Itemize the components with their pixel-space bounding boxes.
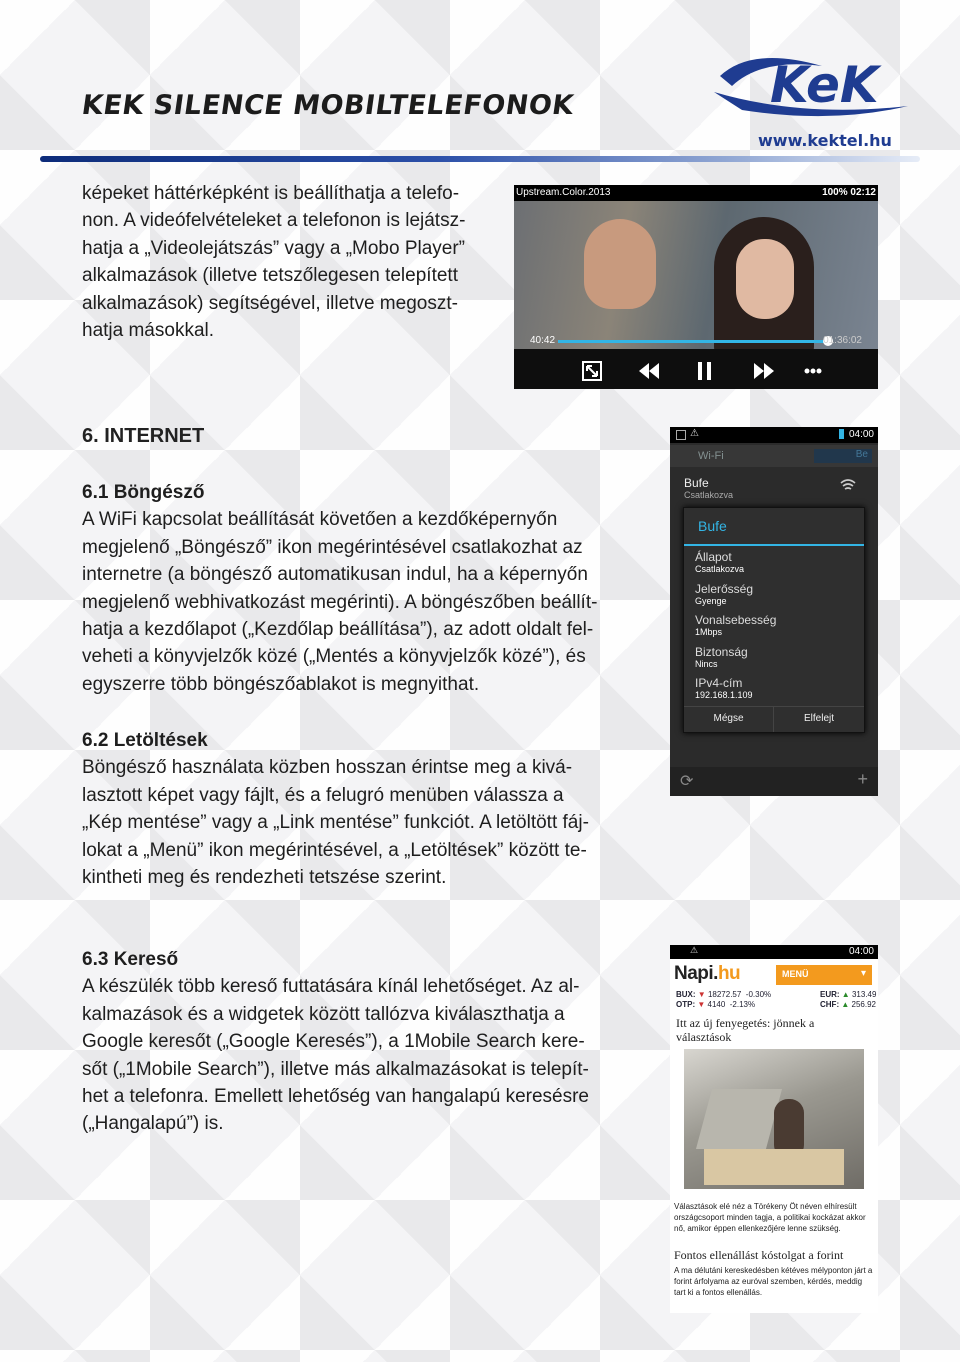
man-face <box>584 219 656 309</box>
page-title: KEK SILENCE MOBILTELEFONOK <box>79 90 576 121</box>
field-value: 192.168.1.109 <box>695 690 753 700</box>
field-label: Vonalsebesség <box>695 613 777 627</box>
text-line: lasztott képet vagy fájlt, és a felugró menüben válassza a <box>82 784 564 806</box>
field-row <box>695 613 776 645</box>
ticker-label: OTP: <box>676 1000 696 1009</box>
seek-progress <box>558 340 828 343</box>
subsection-title: 6.2 Letöltések <box>82 730 208 751</box>
field-label: Jelerősség <box>695 581 754 596</box>
text-line: egyszerre több böngészőablakot is megnyithat. <box>82 673 480 695</box>
text-line: A készülék több kereső futtatására kínál lehetőséget. Az al- <box>82 976 580 998</box>
text-line: kintheti meg és rendezheti tetszése szerint. <box>82 867 447 889</box>
section-6-3 <box>82 946 642 1138</box>
ballot-box <box>696 1089 782 1149</box>
field-row <box>695 550 776 582</box>
text-line: megjelenő „Böngésző” ikon megérintésével csatlakozhat az <box>82 536 583 558</box>
napi-logo[interactable] <box>674 963 740 985</box>
photo-caption: Választások elé néz a Törékeny Öt néven elhíresült országcsoport minden tagja, a politikai kockázat akkor nő, amikor éppen ellenkezőjére lenne szükség. <box>674 1202 866 1233</box>
ticker-left: BUX: ▼ 18272.57 -0.30% OTP: ▼ 4140 -2.13% <box>676 990 772 1009</box>
clock: 04:00 <box>848 429 874 440</box>
section-6-2 <box>82 727 642 891</box>
section-6-1 <box>82 479 642 698</box>
logo-part-a: Napi. <box>674 963 718 984</box>
menu-label: MENÜ <box>782 969 809 979</box>
ticker-value: 18272.57 <box>707 990 742 999</box>
header-label: Wi-Fi <box>698 450 724 462</box>
text-line: alkalmazások (illetve tetszőlegesen telepített <box>82 265 458 287</box>
ballot-papers <box>704 1149 844 1185</box>
field-row <box>695 645 776 677</box>
intro-paragraph <box>82 180 502 344</box>
woman-face <box>736 239 794 319</box>
total-time: 01:36:02 <box>823 335 862 346</box>
video-player-screenshot <box>514 185 878 389</box>
video-title: Upstream.Color.2013 <box>516 187 611 198</box>
seek-bar[interactable] <box>558 340 828 343</box>
ticker-change: -0.30% <box>745 990 772 999</box>
wifi-header <box>670 445 878 467</box>
header-rule <box>40 156 920 162</box>
warning-icon: ⚠ <box>690 428 699 439</box>
field-value: Gyenge <box>695 595 727 606</box>
rewind-icon[interactable] <box>639 363 659 379</box>
network-name[interactable]: Bufe <box>684 476 709 490</box>
section-heading: 6. INTERNET <box>82 425 205 447</box>
pause-icon[interactable] <box>698 362 712 380</box>
status-bar <box>670 945 878 959</box>
website-text: www.kektel.hu <box>758 131 892 150</box>
field-value: 1Mbps <box>695 627 723 637</box>
ticker-label: BUX: <box>676 990 696 999</box>
ticker-label: CHF: <box>820 1000 840 1009</box>
text-line: hatja a kezdőlapot („Kezdőlap beállítása”), az adott oldalt fel- <box>82 619 594 641</box>
elapsed-time: 40:42 <box>530 335 556 346</box>
article-summary-2: A ma délutáni kereskedésben kétéves mélyponton járt a forint árfolyama az euróval szemben, kérdés, meddig tart ki a fontos ellenállás. <box>674 1266 873 1297</box>
resize-icon[interactable] <box>582 361 602 381</box>
refresh-icon[interactable]: ⟳ <box>680 773 694 790</box>
field-row <box>695 676 776 708</box>
text-line: „Kép mentése” vagy a „Link mentése” funkciót. A letöltött fáj- <box>82 812 589 834</box>
add-icon[interactable]: + <box>857 769 868 789</box>
dialog-fields <box>695 550 776 708</box>
text-line: képeket háttérképként is beállíthatja a telefo- <box>82 183 460 204</box>
ticker-label: EUR: <box>820 990 840 999</box>
subsection-title: 6.3 Kereső <box>82 949 179 970</box>
text-line: megjelenő webhivatkozást megérinti). A böngészőben beállít- <box>82 591 598 613</box>
logo-part-b: hu <box>717 963 741 984</box>
ticker-value: 256.92 <box>851 1000 876 1009</box>
article-headline[interactable]: Itt az új fenyegetés: jönnek a választások <box>676 1016 815 1044</box>
video-frame <box>514 199 878 349</box>
wifi-signal-icon <box>840 479 856 491</box>
control-bar <box>514 349 878 389</box>
bottom-bar <box>670 767 878 796</box>
clock: 04:00 <box>848 946 874 957</box>
status-bar <box>670 427 878 443</box>
text-line: hatja a „Videolejátszás” vagy a „Mobo Player” <box>82 237 466 259</box>
forget-button[interactable]: Elfelejt <box>803 713 834 724</box>
battery-time: 100% 02:12 <box>822 187 876 198</box>
article-photo[interactable] <box>684 1049 864 1189</box>
kek-logo <box>712 48 912 158</box>
dialog-title: Bufe <box>698 518 727 534</box>
wifi-toggle[interactable]: Be <box>814 449 872 463</box>
network-status: Csatlakozva <box>684 490 734 500</box>
logo-text: KeK <box>770 56 879 114</box>
warning-icon: ⚠ <box>690 945 699 955</box>
dialog-divider <box>684 544 864 546</box>
text-line: internetre (a böngésző automatikusan indul, ha a képernyőn <box>82 564 588 586</box>
menu-button[interactable] <box>776 965 872 985</box>
wifi-screenshot <box>670 427 878 796</box>
ticker-right: EUR: ▲ 313.49 CHF: ▲ 256.92 <box>820 990 877 1009</box>
napi-screenshot <box>670 945 878 1313</box>
text-line: Böngésző használata közben hosszan érintse meg a kivá- <box>82 757 573 779</box>
chevron-down-icon: ▾ <box>860 968 866 979</box>
article-headline-2[interactable]: Fontos ellenállást kóstolgat a forint <box>674 1248 844 1262</box>
text-line: sőt („1Mobile Search”), illetve más alkalmazásokat is telepít- <box>82 1058 589 1080</box>
text-line: non. A videófelvételeket a telefonon is lejátsz- <box>82 210 466 232</box>
field-value: Nincs <box>695 658 718 669</box>
text-line: („Hangalapú”) is. <box>82 1113 224 1135</box>
ticker-value: 4140 <box>707 1000 726 1009</box>
more-icon[interactable] <box>804 368 822 374</box>
field-label: Biztonság <box>695 644 748 659</box>
network-dialog <box>683 507 865 733</box>
field-row <box>695 582 776 614</box>
text-line: het a telefonra. Emellett lehetőség van hangalapú keresésre <box>82 1086 589 1108</box>
text-line: kalmazások és a widgetek között tallózva kiválaszthatja a <box>82 1003 565 1025</box>
subsection-title: 6.1 Böngésző <box>82 482 205 503</box>
text-line: veheti a könyvjelzők közé („Mentés a könyvjelzők közé”), és <box>82 646 586 668</box>
text-line: hatja másokkal. <box>82 320 215 342</box>
cancel-button[interactable]: Mégse <box>684 707 774 732</box>
ticker-value: 313.49 <box>851 990 877 999</box>
text-line: A WiFi kapcsolat beállítását követően a kezdőképernyőn <box>82 509 558 531</box>
image-icon <box>676 430 686 440</box>
ticker-change: -2.13% <box>729 1000 756 1009</box>
forward-icon[interactable] <box>754 363 774 379</box>
battery-icon <box>839 429 844 439</box>
field-label: Állapot <box>695 550 732 564</box>
text-line: alkalmazások) segítségével, illetve megoszt- <box>82 292 458 314</box>
text-line: Google keresőt („Google Keresés”), a 1Mobile Search kere- <box>82 1031 585 1053</box>
field-value: Csatlakozva <box>695 564 745 574</box>
status-bar <box>514 185 878 201</box>
text-line: lokat a „Menü” ikon megérintésével, a „Letöltések” között te- <box>82 839 587 861</box>
field-label: IPv4-cím <box>695 676 743 690</box>
